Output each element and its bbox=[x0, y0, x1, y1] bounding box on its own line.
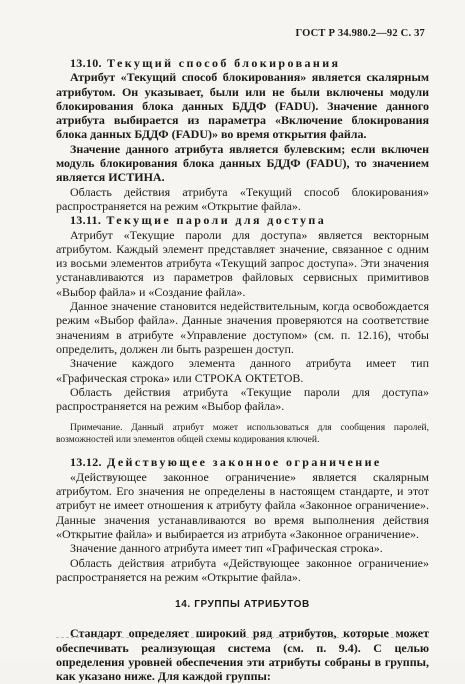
section-13-12-paragraph-1: «Действующее законное ограничение» является скалярным атрибутом. Его значения не определены в настоящем стандарте, и этот атрибут не имеет отношения к атрибуту файла «Законное ограничение». Данные значения устанавливаются во время выполнения действия «Открытие файла» и выбирается из атрибута «Законное ограничение». bbox=[56, 469, 429, 541]
section-13-12-title: Действующее законное ограничение bbox=[107, 455, 382, 470]
page-content bbox=[56, 56, 429, 684]
section-13-11-paragraph-1: Атрибут «Текущие пароли для доступа» является векторным атрибутом. Каждый элемент представляет значение, связанное с одним из восьми элементов атрибута «Текущий запрос доступа». Эти значения устанавливаются из параметров файловых сервисных примитивов «Выбор файла» и «Создание файла». bbox=[56, 227, 429, 299]
section-13-11-heading bbox=[56, 213, 429, 227]
section-13-10-paragraph-3: Область действия атрибута «Текущий способ блокирования» распространяется на режим «Открытие файла». bbox=[56, 184, 429, 213]
section-13-11-number: 13.11. bbox=[70, 213, 102, 228]
section-13-12-paragraph-3: Область действия атрибута «Действующее законное ограничение» распространяется на режим «Открытие файла». bbox=[56, 555, 429, 584]
section-13-10-paragraph-1: Атрибут «Текущий способ блокирования» является скалярным атрибутом. Он указывает, были или не были включены модули блокирования блока данных БДДФ (FADU). Значение данного атрибута выбирается из параметра «Включение блокирования блока данных БДДФ (FADU)» во время открытия файла. bbox=[56, 70, 429, 142]
section-13-10-heading bbox=[56, 56, 429, 70]
section-13-11-paragraph-4: Область действия атрибута «Текущие пароли для доступа» распространяется на режим «Выбор файла». bbox=[56, 384, 429, 414]
section-13-11-title: Текущие пароли для доступа bbox=[106, 213, 327, 228]
section-13-11-note: Примечание. Данный атрибут может использоваться для сообщения паролей, возможностей или элементов общей схемы кодирования ключей. bbox=[56, 423, 429, 446]
section-13-12-number: 13.12. bbox=[70, 455, 102, 470]
page-header: ГОСТ Р 34.980.2—92 С. 37 bbox=[295, 28, 425, 39]
section-13-11-paragraph-2: Данное значение становится недействительным, когда освобождается режим «Выбор файла». Данные значения проверяются на соответствие значениям в атрибуте «Управление доступом» (см. п. 12.16), чтобы определить, должен ли быть разрешен доступ. bbox=[56, 299, 429, 356]
chapter-14-heading: 14. ГРУППЫ АТРИБУТОВ bbox=[175, 599, 310, 611]
section-13-10-paragraph-2: Значение данного атрибута является булевским; если включен модуль блокирования блока данных БДДФ (FADU), то значением является ИСТИНА. bbox=[56, 141, 429, 185]
section-13-10-number: 13.10. bbox=[70, 56, 102, 70]
section-13-12-paragraph-2: Значение данного атрибута имеет тип «Графическая строка». bbox=[70, 541, 383, 556]
section-13-11-paragraph-3: Значение каждого элемента данного атрибута имеет тип «Графическая строка» или СТРОКА ОКТЕТОВ. bbox=[56, 356, 429, 385]
section-13-10-title: Текущий способ блокирования bbox=[107, 56, 341, 70]
section-13-12-heading bbox=[56, 455, 429, 469]
bottom-divider bbox=[56, 637, 429, 638]
chapter-14-paragraph-1: Стандарт определяет широкий ряд атрибутов, которые может обеспечивать реализующая система (см. п. 9.4). С целью определения уровней обеспечения эти атрибуты собраны в группы, как указано ниже. Для каждой группы: bbox=[56, 626, 429, 684]
